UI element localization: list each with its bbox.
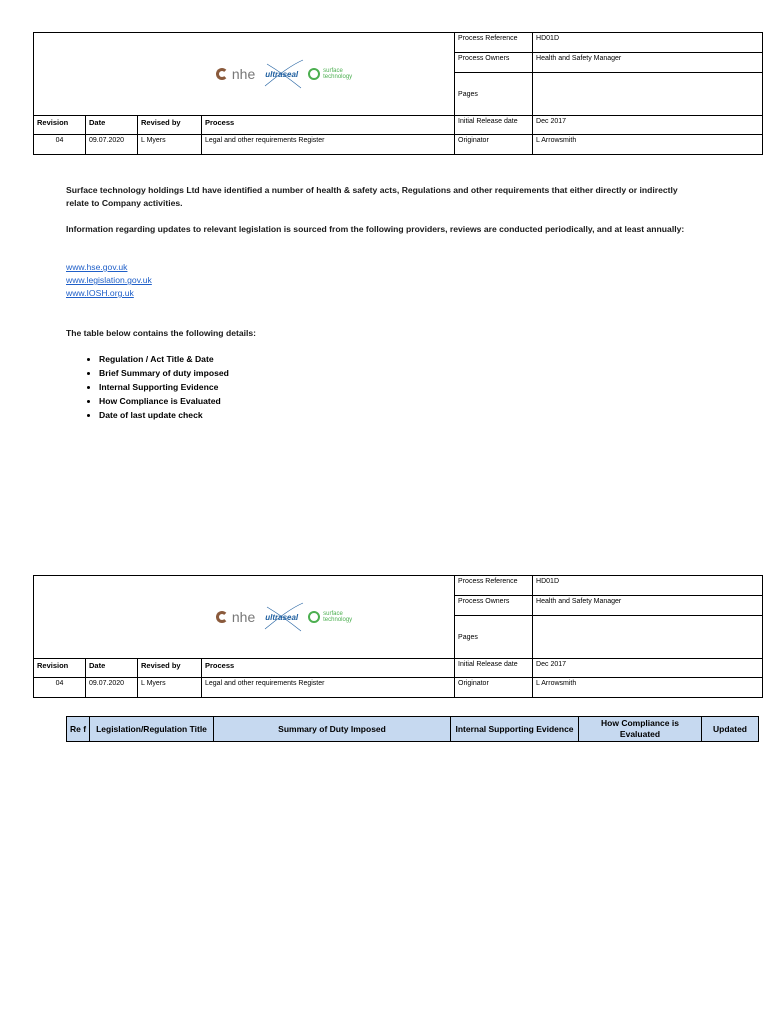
pages-label: Pages [455,73,533,116]
link-iosh[interactable]: www.IOSH.org.uk [66,288,134,298]
col-ref: Re f [67,717,90,742]
revised-by-label: Revised by [138,116,202,135]
pages-label: Pages [455,616,533,659]
date-value: 09.07.2020 [86,678,138,698]
originator-value: L Arrowsmith [533,135,763,155]
process-reference-value: HD01D [533,33,763,53]
process-value: Legal and other requirements Register [202,135,455,155]
surface-technology-logo: surface technology [308,68,352,80]
revised-by-value: L Myers [138,135,202,155]
list-item: • Internal Supporting Evidence [99,380,229,394]
initial-release-label: Initial Release date [455,659,533,678]
process-owners-label: Process Owners [455,53,533,73]
originator-label: Originator [455,678,533,698]
originator-value: L Arrowsmith [533,678,763,698]
col-updated: Updated [702,717,759,742]
col-internal-evidence: Internal Supporting Evidence [451,717,579,742]
surface-technology-logo-icon [308,68,320,80]
revision-value: 04 [34,135,86,155]
col-summary-of-duty: Summary of Duty Imposed [214,717,451,742]
process-reference-label: Process Reference [455,33,533,53]
ultraseal-logo: ultraseal [265,70,298,79]
date-label: Date [86,659,138,678]
originator-label: Originator [455,135,533,155]
revised-by-value: L Myers [138,678,202,698]
list-item: • How Compliance is Evaluated [99,394,229,408]
process-reference-label: Process Reference [455,576,533,596]
ultraseal-logo: ultraseal [265,613,298,622]
details-list [66,352,229,422]
initial-release-value: Dec 2017 [533,116,763,135]
col-legislation-title: Legislation/Regulation Title [90,717,214,742]
revised-by-label: Revised by [138,659,202,678]
process-owners-value: Health and Safety Manager [533,596,763,616]
link-hse[interactable]: www.hse.gov.uk [66,262,128,272]
revision-value: 04 [34,678,86,698]
revision-label: Revision [34,116,86,135]
surface-technology-logo: surface technology [308,611,352,623]
intro-paragraph-2: Information regarding updates to relevant legislation is sourced from the following providers, reviews are conducted periodically, and at least annually: [66,224,685,234]
document-header-2 [33,575,763,698]
col-compliance-evaluated: How Compliance is Evaluated [579,717,702,742]
initial-release-label: Initial Release date [455,116,533,135]
date-label: Date [86,116,138,135]
table-intro: The table below contains the following details: [66,328,257,338]
nhe-logo-icon [216,611,228,623]
process-value: Legal and other requirements Register [202,678,455,698]
process-reference-value: HD01D [533,576,763,596]
list-item: • Date of last update check [99,408,229,422]
legislation-register-table [66,716,759,742]
revision-label: Revision [34,659,86,678]
process-owners-value: Health and Safety Manager [533,53,763,73]
process-label: Process [202,659,455,678]
nhe-logo-icon [216,68,228,80]
date-value: 09.07.2020 [86,135,138,155]
document-header-1 [33,32,763,155]
initial-release-value: Dec 2017 [533,659,763,678]
intro-paragraph-1: Surface technology holdings Ltd have identified a number of health & safety acts, Regulations and other requirements that either directly or indirectly relate to Company activities. [66,185,678,208]
pages-value [533,73,763,116]
logo-area [34,576,455,659]
provider-links [66,261,152,300]
logo-area [34,33,455,116]
link-legislation[interactable]: www.legislation.gov.uk [66,275,152,285]
pages-value [533,616,763,659]
process-owners-label: Process Owners [455,596,533,616]
list-item: • Brief Summary of duty imposed [99,366,229,380]
surface-technology-logo-icon [308,611,320,623]
nhe-logo: nhe [216,66,255,82]
nhe-logo: nhe [216,609,255,625]
table-header-row [67,717,759,742]
list-item: • Regulation / Act Title & Date [99,352,229,366]
process-label: Process [202,116,455,135]
